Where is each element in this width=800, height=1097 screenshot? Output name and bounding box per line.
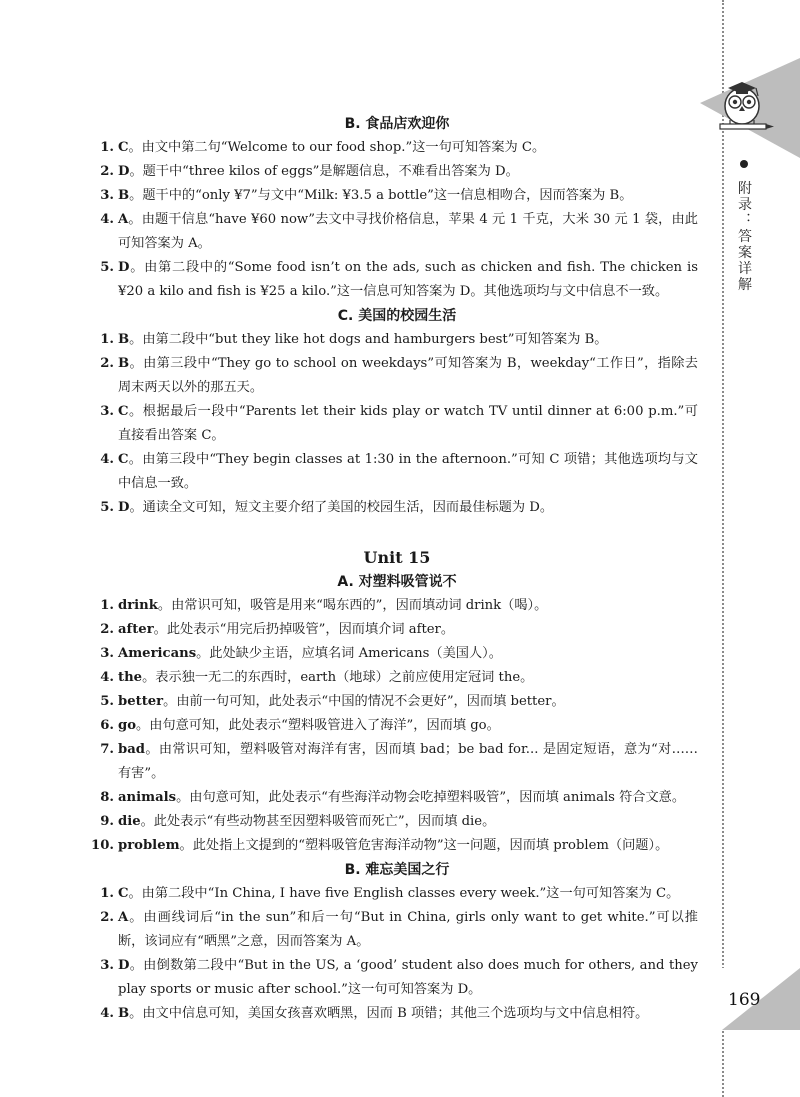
answer-key: D	[118, 958, 130, 973]
answer-explanation: 。题干中的“only ¥7”与文中“Milk: ¥3.5 a bottle”这一信息相吻合，因而答案为 B。	[129, 188, 633, 203]
answer-number: 3.	[100, 188, 114, 203]
answer-explanation: 。此处表示“有些动物甚至因塑料吸管而死亡”，因而填 die。	[140, 814, 496, 829]
answer-item	[96, 906, 698, 954]
margin-dotted-line	[722, 0, 724, 1097]
answer-explanation: 。题干中“three kilos of eggs”是解题信息，不难看出答案为 D。	[129, 164, 519, 179]
answer-key: C	[118, 886, 129, 901]
answer-item	[96, 786, 698, 810]
answer-item	[96, 954, 698, 1002]
answer-key: D	[118, 500, 130, 515]
answer-explanation: 。通读全文可知，短文主要介绍了美国的校园生活，因而最佳标题为 D。	[129, 500, 554, 515]
answer-content	[91, 112, 698, 1026]
answer-key: after	[118, 622, 154, 637]
answer-key: Americans	[118, 646, 197, 661]
answer-number: 3.	[100, 958, 114, 973]
answer-key: D	[118, 260, 130, 275]
answer-explanation: 。由第三段中“They begin classes at 1:30 in the afternoon.”可知 C 项错；其他选项均与文中信息一致。	[118, 452, 698, 491]
answer-number: 1.	[100, 332, 114, 347]
appendix-side-label	[732, 160, 754, 292]
answer-explanation: 。由句意可知，此处表示“塑料吸管进入了海洋”，因而填 go。	[136, 718, 500, 733]
answer-item	[96, 328, 698, 352]
answer-item	[96, 496, 698, 520]
answer-explanation: 。此处表示“用完后扔掉吸管”，因而填介词 after。	[153, 622, 455, 637]
answer-number: 5.	[100, 694, 114, 709]
answer-key: A	[118, 212, 129, 227]
answer-number: 1.	[100, 598, 114, 613]
answer-key: D	[118, 164, 130, 179]
answer-item	[96, 352, 698, 400]
section-title: A. 对塑料吸管说不	[337, 574, 457, 590]
answer-key: animals	[118, 790, 177, 805]
answer-key: C	[118, 404, 129, 419]
answer-item	[96, 642, 698, 666]
answer-number: 3.	[100, 404, 114, 419]
answer-explanation: 。此处指上文提到的“塑料吸管危害海洋动物”这一问题，因而填 problem（问题）。	[179, 838, 669, 853]
answer-key: problem	[118, 838, 180, 853]
answer-item	[96, 1002, 698, 1026]
answer-item	[96, 208, 698, 256]
page-number: 169	[728, 990, 761, 1010]
answer-key: B	[118, 1006, 130, 1021]
answer-item	[96, 256, 698, 304]
answer-key: B	[118, 188, 130, 203]
unit-title: Unit 15	[363, 548, 431, 567]
side-label-text: 附录：答案详解	[736, 180, 752, 293]
answer-explanation: 。由第二段中的“Some food isn’t on the ads, such as chicken and fish. The chicken is ¥20 a kilo and fish is ¥25 a kilo.”这一信息可知答案为 D。其他选项均与文中信息不一致。	[118, 260, 698, 299]
answer-explanation: 。由倒数第二段中“But in the US, a ‘good’ student also does much for others, and they play sports or music after school.”这一句可知答案为 D。	[118, 958, 698, 997]
answer-item	[96, 618, 698, 642]
answer-explanation: 。由画线词后“in the sun”和后一句“But in China, girls only want to get white.”可以推断，该词应有“晒黑”之意，因而答案为 A。	[118, 910, 698, 949]
section-title: C. 美国的校园生活	[337, 308, 457, 324]
answer-item	[96, 714, 698, 738]
answer-item	[96, 690, 698, 714]
answer-key: C	[118, 452, 129, 467]
answer-number: 2.	[100, 356, 114, 371]
answer-item	[96, 160, 698, 184]
answer-number: 4.	[100, 212, 114, 227]
answer-key: drink	[118, 598, 158, 613]
answer-number: 4.	[100, 1006, 114, 1021]
answer-explanation: 。由常识可知，吸管是用来“喝东西的”，因而填动词 drink（喝）。	[157, 598, 548, 613]
answer-explanation: 。由句意可知，此处表示“有些海洋动物会吃掉塑料吸管”，因而填 animals 符合文意。	[176, 790, 686, 805]
answer-item	[91, 834, 698, 858]
answer-key: A	[118, 910, 129, 925]
answer-item	[96, 810, 698, 834]
answer-key: B	[118, 356, 130, 371]
answer-number: 7.	[100, 742, 114, 757]
answer-explanation: 。根据最后一段中“Parents let their kids play or watch TV until dinner at 6:00 p.m.”可直接看出答案 C。	[118, 404, 698, 443]
answer-key: better	[118, 694, 164, 709]
owl-mascot-icon	[700, 58, 800, 158]
answer-item	[96, 594, 698, 618]
answer-explanation: 。由文中第二句“Welcome to our food shop.”这一句可知答案为 C。	[128, 140, 546, 155]
answer-number: 2.	[100, 622, 114, 637]
answer-explanation: 。由文中信息可知，美国女孩喜欢晒黑，因而 B 项错；其他三个选项均与文中信息相符。	[129, 1006, 649, 1021]
answer-number: 4.	[100, 452, 114, 467]
answer-key: B	[118, 332, 130, 347]
answer-explanation: 。此处缺少主语，应填名词 Americans（美国人）。	[196, 646, 502, 661]
answer-explanation: 。由第二段中“In China, I have five English classes every week.”这一句可知答案为 C。	[128, 886, 680, 901]
answer-number: 5.	[100, 500, 114, 515]
answer-explanation: 。由第二段中“but they like hot dogs and hamburgers best”可知答案为 B。	[129, 332, 608, 347]
answer-item	[96, 882, 698, 906]
answer-item	[96, 448, 698, 496]
answer-item	[96, 738, 698, 786]
answer-explanation: 。由题干信息“have ¥60 now”去文中寻找价格信息，苹果 4 元 1 千克，大米 30 元 1 袋，由此可知答案为 A。	[118, 212, 698, 251]
bullet-dot-icon	[740, 160, 748, 168]
answer-number: 10.	[91, 838, 114, 853]
answer-explanation: 。表示独一无二的东西时，earth（地球）之前应使用定冠词 the。	[142, 670, 534, 685]
answer-number: 9.	[100, 814, 114, 829]
answer-item	[96, 400, 698, 448]
answer-number: 4.	[100, 670, 114, 685]
answer-number: 1.	[100, 886, 114, 901]
answer-explanation: 。由第三段中“They go to school on weekdays”可知答案为 B，weekday“工作日”，指除去周末两天以外的那五天。	[118, 356, 698, 395]
answer-number: 6.	[100, 718, 114, 733]
answer-number: 5.	[100, 260, 114, 275]
answer-number: 2.	[100, 164, 114, 179]
answer-number: 3.	[100, 646, 114, 661]
answer-number: 8.	[100, 790, 114, 805]
answer-item	[96, 666, 698, 690]
answer-item	[96, 184, 698, 208]
answer-key: the	[118, 670, 143, 685]
section-title: B. 难忘美国之行	[344, 862, 450, 878]
answer-number: 1.	[100, 140, 114, 155]
answer-key: go	[118, 718, 137, 733]
answer-explanation: 。由常识可知，塑料吸管对海洋有害，因而填 bad；be bad for... 是固定短语，意为“对……有害”。	[118, 742, 698, 781]
answer-key: die	[118, 814, 141, 829]
answer-number: 2.	[100, 910, 114, 925]
answer-explanation: 。由前一句可知，此处表示“中国的情况不会更好”，因而填 better。	[163, 694, 565, 709]
answer-item	[96, 136, 698, 160]
answer-key: bad	[118, 742, 145, 757]
section-title: B. 食品店欢迎你	[344, 116, 450, 132]
answer-key: C	[118, 140, 129, 155]
